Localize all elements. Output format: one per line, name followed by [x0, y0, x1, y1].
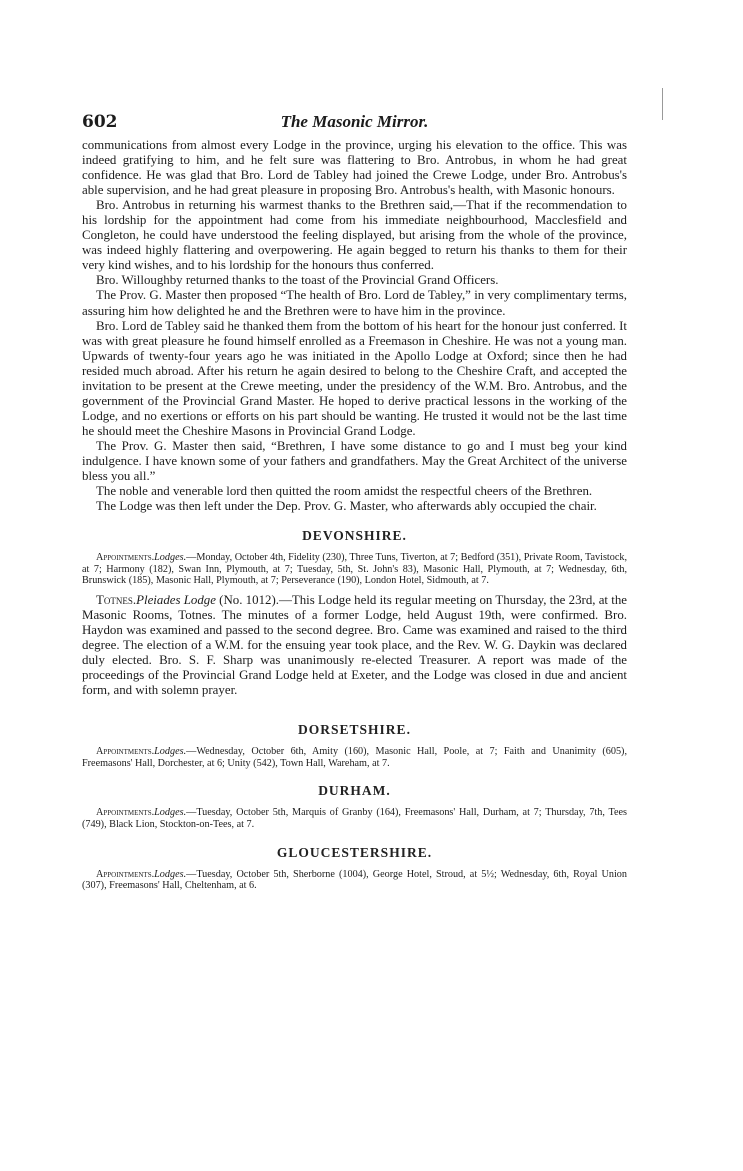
section-gloucestershire — [82, 845, 627, 892]
appointments — [82, 869, 627, 892]
paragraph: The Prov. G. Master then said, “Brethren, I have some distance to go and I must beg your kind indulgence. I have known some of your fathers and grandfathers. May the Great Architect of the universe bless you all.” — [82, 438, 627, 484]
appointments — [82, 807, 627, 830]
appointments-text: —Monday, October 4th, Fidelity (230), Three Tuns, Tiverton, at 7; Bedford (351), Private Room, Tavistock, at 7; Harmony (182), Swan Inn, Plymouth, at 7; Tuesday, 5th, St. John's 83), Masonic Hall, Plymouth, at 7; Wednesday, 6th, Brunswick (185), Masonic Hall, Plymouth, at 7; Perseverance (190), London Hotel, Sidmouth, at 7. — [82, 552, 627, 587]
lodges-label: Lodges. — [154, 746, 187, 758]
lodges-label: Lodges. — [154, 807, 187, 819]
page-number: 602 — [82, 112, 118, 132]
appointments-label: Appointments. — [96, 746, 155, 758]
paragraph: The Lodge was then left under the Dep. Prov. G. Master, who afterwards ably occupied the chair. — [96, 499, 597, 514]
lodges-label: Lodges. — [154, 552, 187, 564]
section-heading: DEVONSHIRE. — [302, 528, 407, 544]
paragraph: Bro. Lord de Tabley said he thanked them from the bottom of his heart for the honour just conferred. It was with great pleasure he found himself enrolled as a Freemason in Cheshire. He was not a young man. Upwards of twenty-four years ago he was initiated in the Apollo Lodge at Oxford; since then he had resided much abroad. After his return he again desired to belong to the Cheshire Craft, and accepted the invitation to be present at the Crewe meeting, under the presidency of the W.M. Bro. Antrobus, and the government of the Provincial Grand Master. He hoped to derive practical lessons in the working of the Lodge, and no exertions or efforts on his part should be wanting. He trusted it would not be the last time he should meet the Cheshire Masons in Provincial Grand Lodge. — [82, 318, 627, 438]
running-title: The Masonic Mirror. — [280, 112, 429, 131]
section-heading: GLOUCESTERSHIRE. — [276, 844, 433, 860]
section-durham — [82, 783, 627, 830]
paragraph: The noble and venerable lord then quitted the room amidst the respectful cheers of the Brethren. — [96, 484, 593, 499]
lodge-report — [82, 593, 627, 698]
appointments-text: —Tuesday, October 5th, Marquis of Granby (164), Freemasons' Hall, Durham, at 7; Thursday, 7th, Tees (749), Black Lion, Stockton-on-Tees, at 7. — [82, 807, 627, 831]
section-heading: DORSETSHIRE. — [298, 722, 411, 738]
paragraph: Bro. Willoughby returned thanks to the toast of the Provincial Grand Officers. — [96, 273, 499, 288]
report-place: Totnes. — [96, 592, 137, 607]
appointments — [82, 746, 627, 769]
appointments-label: Appointments. — [96, 868, 155, 880]
report-text: (No. 1012).—This Lodge held its regular meeting on Thursday, the 23rd, at the Masonic Rooms, Totnes. The minutes of a former Lodge, held August 19th, were confirmed. Bro. Haydon was examined and passed to the second degree. Bro. Came was examined and raised to the third degree. The election of a W.M. for the ensuing year took place, and the Rev. W. G. Daykin was declared duly elected. Bro. S. F. Sharp was unanimously re-elected Treasurer. A report was made of the proceedings of the Provincial Grand Lodge held at Exeter, and the Lodge was closed in due and ancient form, and with solemn prayer. — [82, 592, 627, 698]
appointments-label: Appointments. — [96, 807, 155, 819]
section-devonshire — [82, 528, 627, 698]
paragraph: Bro. Antrobus in returning his warmest thanks to the Brethren said,—That if the recommendation to his lordship for the appointment had come from his immediate neighbourhood, Macclesfield and Congleton, he could have understood the feeling displayed, but arising from the whole of the province, was indeed highly flattering and overpowering. He again begged to return his thanks to them for their very kind wishes, and to his lordship for the honours thus conferred. — [82, 198, 627, 273]
appointments-text: —Tuesday, October 5th, Sherborne (1004), George Hotel, Stroud, at 5½; Wednesday, 6th, Royal Union (307), Freemasons' Hall, Cheltenham, at 6. — [82, 868, 627, 892]
appointments — [82, 552, 627, 587]
paragraph — [82, 593, 627, 698]
paragraph: communications from almost every Lodge in the province, urging his elevation to the office. This was indeed gratifying to him, and he felt sure was flattering to Bro. Antrobus, in whom he had great confidence. He was glad that Bro. Lord de Tabley had joined the Crewe Lodge, under Bro. Antrobus's able supervision, and he had great pleasure in proposing Bro. Antrobus's health, with Masonic honours. — [82, 138, 627, 198]
lodges-label: Lodges. — [154, 868, 187, 880]
section-dorsetshire — [82, 722, 627, 769]
section-heading: DURHAM. — [318, 783, 391, 799]
report-lodge: Pleiades Lodge — [136, 592, 216, 607]
opening-article — [82, 138, 627, 514]
appointments-text: —Wednesday, October 6th, Amity (160), Masonic Hall, Poole, at 7; Faith and Unanimity (605), Freemasons' Hall, Dorchester, at 6; Unity (542), Town Hall, Wareham, at 7. — [82, 746, 627, 769]
margin-mark — [662, 88, 663, 120]
page — [82, 112, 627, 892]
page-header — [82, 112, 627, 138]
paragraph: The Prov. G. Master then proposed “The health of Bro. Lord de Tabley,” in very complimentary terms, assuring him how delighted he and the Brethren were to have him in the province. — [82, 288, 627, 318]
appointments-label: Appointments. — [96, 552, 155, 564]
